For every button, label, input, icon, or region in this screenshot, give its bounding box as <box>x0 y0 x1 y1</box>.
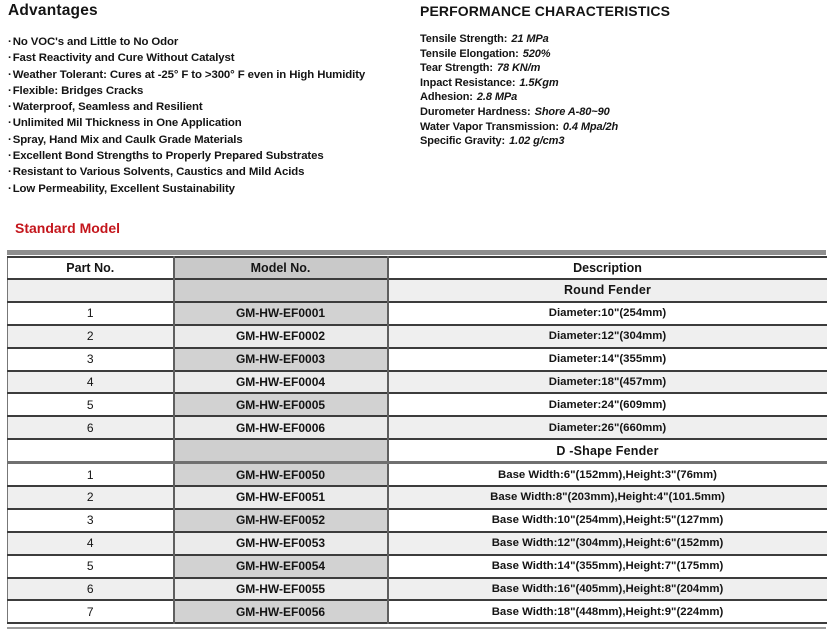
model-no-cell: GM-HW-EF0050 <box>174 463 388 486</box>
table-row <box>8 416 827 439</box>
description-cell: Diameter:26"(660mm) <box>388 416 827 439</box>
model-no-cell: GM-HW-EF0003 <box>174 348 388 371</box>
part-no-cell: 1 <box>8 463 174 486</box>
spec-label: Durometer Hardness: <box>420 105 531 118</box>
description-cell: Base Width:18"(448mm),Height:9"(224mm) <box>388 600 827 623</box>
spec-line <box>420 105 822 120</box>
spec-value: 21 MPa <box>511 33 549 45</box>
section-header-row <box>8 279 827 302</box>
section-header-row <box>8 439 827 462</box>
model-no-cell <box>174 279 388 302</box>
advantage-item-text: Low Permeability, Excellent Sustainability <box>12 182 235 195</box>
description-cell: Base Width:10"(254mm),Height:5"(127mm) <box>388 509 827 532</box>
spec-line <box>420 61 822 76</box>
description-cell: Base Width:14"(355mm),Height:7"(175mm) <box>388 555 827 578</box>
spec-line <box>420 90 822 105</box>
part-no-cell: 4 <box>8 532 174 555</box>
bullet-glyph: · <box>8 52 12 65</box>
standard-model-table <box>7 256 827 624</box>
advantage-item-text: Excellent Bond Strengths to Properly Prepared Substrates <box>12 150 324 163</box>
spec-label: Tear Strength: <box>420 62 493 75</box>
spec-label: Inpact Resistance: <box>420 76 516 89</box>
part-no-cell: 4 <box>8 371 174 394</box>
model-no-cell: GM-HW-EF0053 <box>174 532 388 555</box>
spec-line <box>420 76 822 91</box>
part-no-cell: 1 <box>8 302 174 325</box>
model-no-cell: GM-HW-EF0006 <box>174 416 388 439</box>
table-row <box>8 600 827 623</box>
spec-line <box>420 32 822 47</box>
table-bottom-bar <box>7 627 826 629</box>
advantage-item <box>8 67 408 83</box>
advantage-item <box>8 181 408 197</box>
advantage-item <box>8 34 408 50</box>
model-no-cell: GM-HW-EF0002 <box>174 325 388 348</box>
table-row <box>8 371 827 394</box>
part-no-cell <box>8 439 174 462</box>
standard-model-title: Standard Model <box>15 220 121 236</box>
model-no-cell: GM-HW-EF0005 <box>174 393 388 416</box>
spec-label: Adhesion: <box>420 91 473 104</box>
part-no-cell: 5 <box>8 393 174 416</box>
table-header-row <box>8 257 827 279</box>
spec-value: 1.5Kgm <box>519 76 559 89</box>
table-top-bar <box>7 250 826 255</box>
part-no-cell: 5 <box>8 555 174 578</box>
bullet-glyph: · <box>8 84 12 97</box>
advantages-title: Advantages <box>8 2 98 19</box>
description-cell: Diameter:18"(457mm) <box>388 371 827 394</box>
advantage-item <box>8 50 408 66</box>
table-row <box>8 463 827 486</box>
spec-value: Shore A-80~90 <box>534 105 610 118</box>
table-row <box>8 555 827 578</box>
table-row <box>8 578 827 601</box>
bullet-glyph: · <box>8 150 12 163</box>
description-cell: Base Width:16"(405mm),Height:8"(204mm) <box>388 578 827 601</box>
spec-label: Water Vapor Transmission: <box>420 120 559 133</box>
standard-model-table-wrap <box>7 250 826 629</box>
model-no-cell: GM-HW-EF0001 <box>174 302 388 325</box>
col-header-part-no: Part No. <box>8 257 174 279</box>
advantages-list <box>8 34 408 197</box>
spec-line <box>420 47 822 62</box>
model-no-cell: GM-HW-EF0052 <box>174 509 388 532</box>
spec-label: Specific Gravity: <box>420 135 506 148</box>
description-cell: Diameter:24"(609mm) <box>388 393 827 416</box>
spec-line <box>420 120 822 135</box>
bullet-glyph: · <box>8 101 12 114</box>
advantage-item <box>8 83 408 99</box>
part-no-cell: 3 <box>8 348 174 371</box>
table-row <box>8 532 827 555</box>
advantage-item-text: Unlimited Mil Thickness in One Application <box>12 117 242 130</box>
part-no-cell: 2 <box>8 325 174 348</box>
description-cell: Base Width:8"(203mm),Height:4"(101.5mm) <box>388 486 827 509</box>
description-cell: Diameter:12"(304mm) <box>388 325 827 348</box>
table-row <box>8 486 827 509</box>
table-row <box>8 393 827 416</box>
spec-value: 0.4 Mpa/2h <box>562 120 619 133</box>
spec-label: Tensile Elongation: <box>420 47 519 60</box>
model-no-cell: GM-HW-EF0055 <box>174 578 388 601</box>
bullet-glyph: · <box>8 133 12 146</box>
advantage-item-text: Spray, Hand Mix and Caulk Grade Materials <box>12 133 243 146</box>
description-cell: Diameter:14"(355mm) <box>388 348 827 371</box>
advantage-item <box>8 115 408 131</box>
advantage-item-text: No VOC's and Little to No Odor <box>12 36 179 48</box>
spec-label: Tensile Strength: <box>420 33 508 45</box>
model-no-cell: GM-HW-EF0051 <box>174 486 388 509</box>
part-no-cell: 6 <box>8 578 174 601</box>
spec-value: 78 KN/m <box>496 62 541 75</box>
advantage-item-text: Weather Tolerant: Cures at -25° F to >300° F even in High Humidity <box>12 68 366 81</box>
col-header-model-no: Model No. <box>174 257 388 279</box>
advantages-section <box>8 2 408 197</box>
model-no-cell: GM-HW-EF0054 <box>174 555 388 578</box>
advantage-item-text: Waterproof, Seamless and Resilient <box>12 101 203 114</box>
advantage-item <box>8 164 408 180</box>
section-title-cell: Round Fender <box>388 279 827 302</box>
model-no-cell <box>174 439 388 462</box>
spec-value: 520% <box>522 47 551 60</box>
advantage-item-text: Resistant to Various Solvents, Caustics and Mild Acids <box>12 166 305 179</box>
part-no-cell: 6 <box>8 416 174 439</box>
bullet-glyph: · <box>8 68 12 81</box>
description-cell: Base Width:12"(304mm),Height:6"(152mm) <box>388 532 827 555</box>
model-no-cell: GM-HW-EF0004 <box>174 371 388 394</box>
bullet-glyph: · <box>8 166 12 179</box>
spec-value: 2.8 MPa <box>476 91 518 104</box>
advantage-item-text: Fast Reactivity and Cure Without Catalyst <box>12 52 235 65</box>
advantage-item <box>8 132 408 148</box>
table-body <box>8 279 827 623</box>
description-cell: Diameter:10"(254mm) <box>388 302 827 325</box>
table-row <box>8 325 827 348</box>
spec-line <box>420 134 822 149</box>
part-no-cell <box>8 279 174 302</box>
advantage-item <box>8 148 408 164</box>
bullet-glyph: · <box>8 182 12 195</box>
col-header-description: Description <box>388 257 827 279</box>
advantage-item <box>8 99 408 115</box>
section-title-cell: D -Shape Fender <box>388 439 827 462</box>
table-row <box>8 302 827 325</box>
part-no-cell: 2 <box>8 486 174 509</box>
performance-section <box>420 3 822 149</box>
bullet-glyph: · <box>8 36 12 48</box>
description-cell: Base Width:6"(152mm),Height:3"(76mm) <box>388 463 827 486</box>
table-row <box>8 509 827 532</box>
spec-value: 1.02 g/cm3 <box>509 135 565 148</box>
advantage-item-text: Flexible: Bridges Cracks <box>12 84 144 97</box>
part-no-cell: 3 <box>8 509 174 532</box>
part-no-cell: 7 <box>8 600 174 623</box>
table-row <box>8 348 827 371</box>
model-no-cell: GM-HW-EF0056 <box>174 600 388 623</box>
bullet-glyph: · <box>8 117 12 130</box>
performance-spec-list <box>420 32 822 149</box>
performance-title: PERFORMANCE CHARACTERISTICS <box>420 3 671 19</box>
